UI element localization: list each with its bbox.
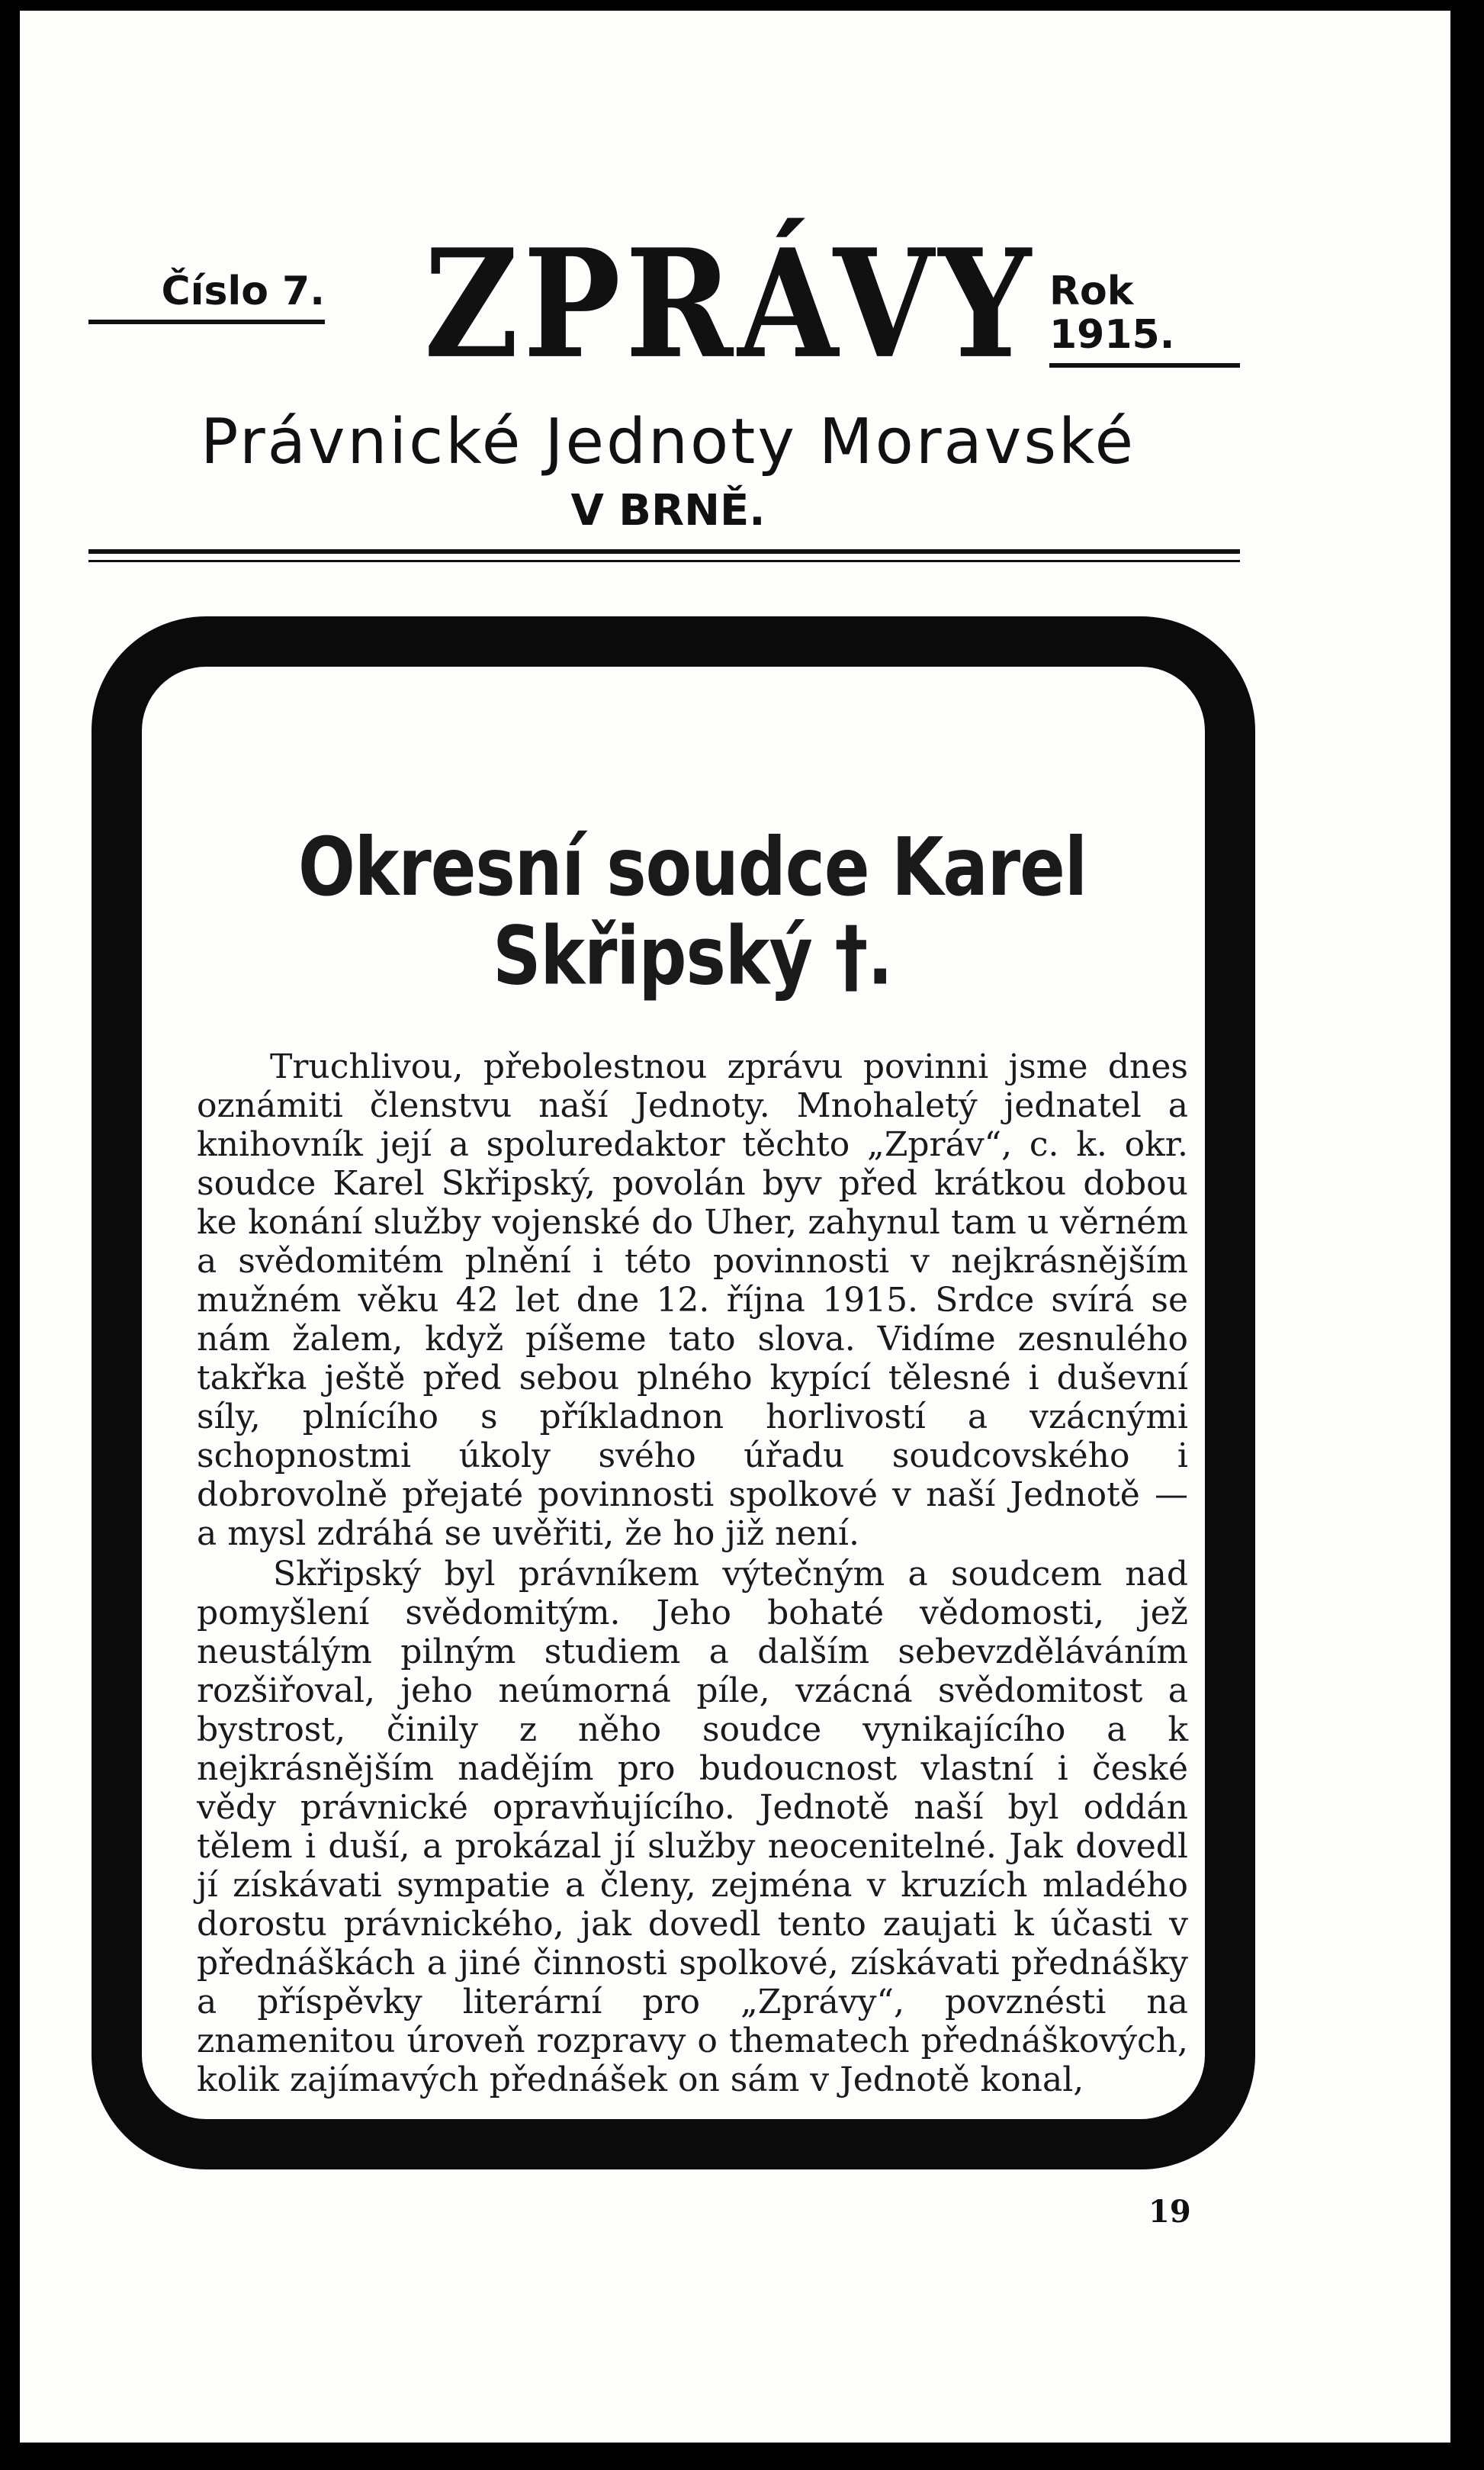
obituary-article bbox=[197, 819, 1188, 2099]
article-paragraph-2: Skřipský byl právníkem výtečným a soudcem nad pomyšlení svědomitým. Jeho bohaté vědomosti, jež neustálým pilným studiem a dalším sebevzděláváním rozšiřoval, jeho neúmorná píle, vzácná svědomitost a bystrost, činily z něho soudce vynikajícího a k nejkrásnějším nadějím pro budoucnost vlastní i české vědy právnické opravňujícího. Jednotě naší byl oddán tělem i duší, a prokázal jí služby neocenitelné. Jak dovedl jí získávati sympatie a členy, zejména v kruzích mladého dorostu právnického, jak dovedl tento zaujati k účasti v přednáškách a jiné činnosti spolkové, získávati přednášky a příspěvky literární pro „Zprávy“, povznésti na znamenitou úroveň rozpravy o thematech přednáškových, kolik zajímavých přednášek on sám v Jednotě konal, bbox=[197, 1554, 1188, 2099]
publisher-subtitle: Právnické Jednoty Moravské bbox=[200, 406, 1136, 478]
issue-number: Číslo 7. bbox=[88, 270, 325, 324]
document-page bbox=[20, 11, 1450, 2443]
header-rule-thick bbox=[88, 549, 1240, 554]
publisher-city: V BRNĚ. bbox=[570, 486, 766, 535]
article-paragraph-1: Truchlivou, přebolestnou zprávu povinni jsme dnes oznámiti členstvu naší Jednoty. Mnohaletý jednatel a knihovník její a spoluredaktor těchto „Zpráv“, c. k. okr. soudce Karel Skřipský, povolán byv před krátkou dobou ke konání služby vojenské do Uher, zahynul tam u věrném a svědomitém plnění i této povinnosti v nejkrásnějším mužném věku 42 let dne 12. října 1915. Srdce svírá se nám žalem, když píšeme tato slova. Vidíme zesnulého takřka ještě před sebou plného kypící tělesné i duševní síly, plnícího s příkladnon horlivostí a vzácnými schopnostmi úkoly svého úřadu soudcovského i dobrovolně přejaté povinnosti spolkové v naší Jednotě — a mysl zdráhá se uvěřiti, že ho již není. bbox=[197, 1047, 1188, 1553]
issue-year: Rok 1915. bbox=[1049, 270, 1240, 368]
masthead-title: ZPRÁVY bbox=[424, 217, 1036, 392]
article-headline: Okresní soudce Karel Skřipský †. bbox=[297, 819, 1087, 1003]
page-number: 19 bbox=[1148, 2194, 1191, 2230]
header-rule-thin bbox=[88, 560, 1240, 562]
